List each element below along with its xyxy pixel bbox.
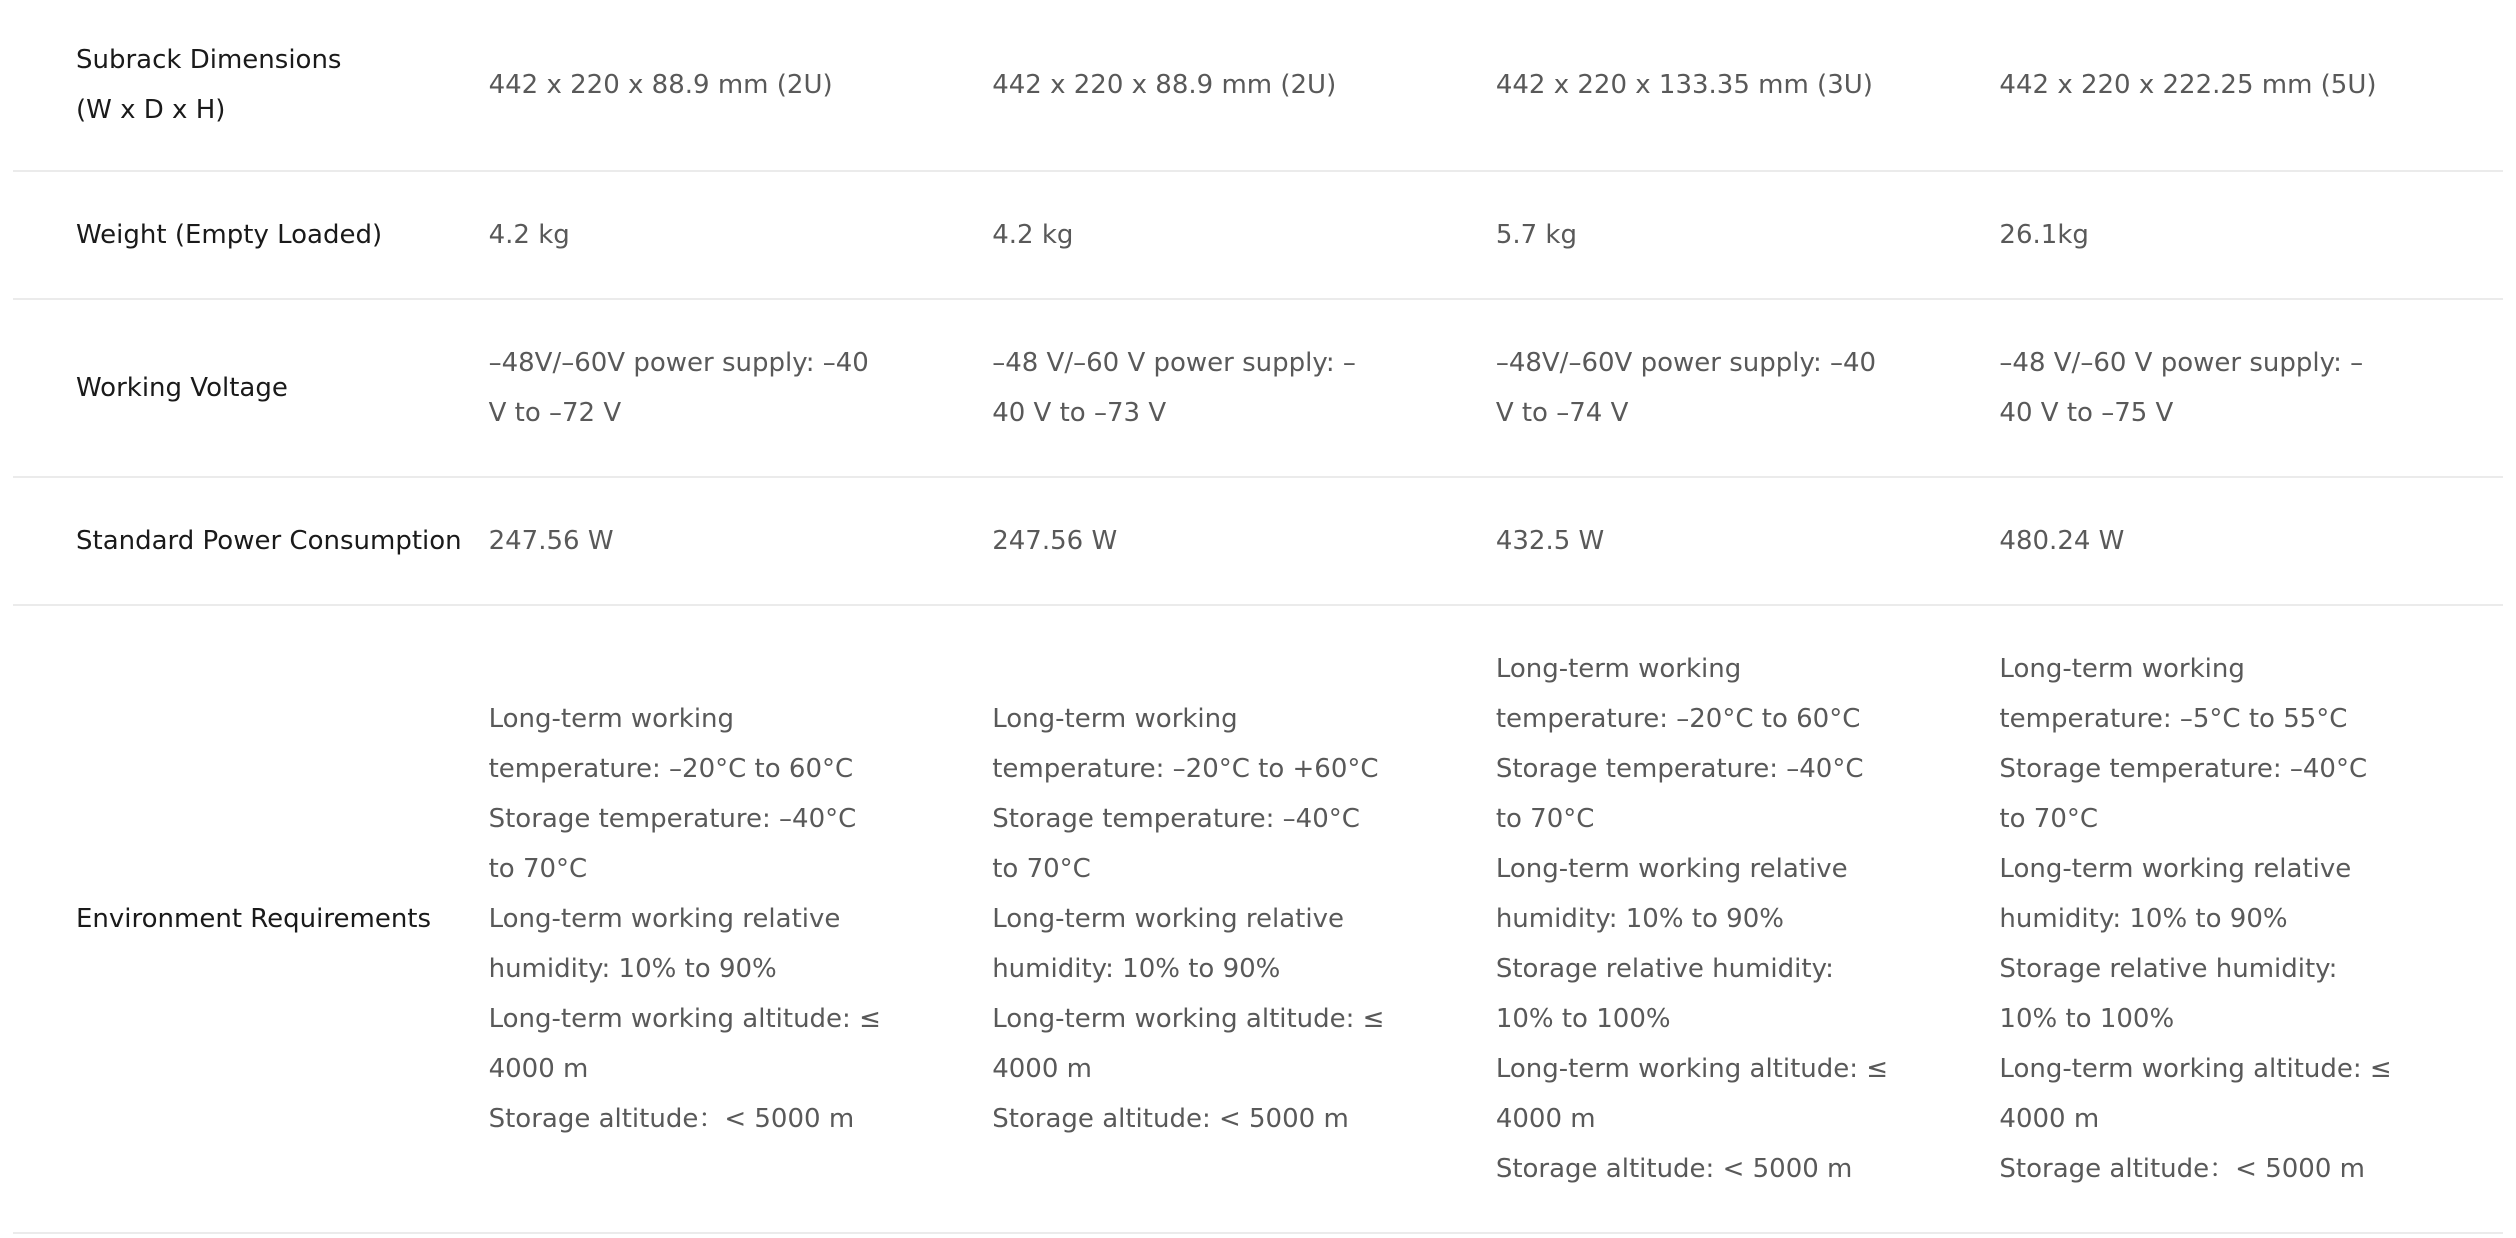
value-line: Long-term working relative humidity: 10% to 90% [1999,854,2352,934]
table-row-environment-requirements [13,606,2503,1234]
row-label-line: Standard Power Consumption [76,526,462,556]
value-line: 442 x 220 x 88.9 mm (2U) [992,70,1337,100]
value-line: Long-term working temperature: –20°C to +60°C [992,704,1379,784]
row-label-line: Environment Requirements [76,904,432,934]
value-line: Long-term working temperature: –5°C to 55°C [1999,654,2348,734]
value-line: Storage altitude: < 5000 m [992,1104,1349,1134]
value-line: 442 x 220 x 88.9 mm (2U) [488,70,833,100]
value-cell [489,60,993,110]
value-cell [992,516,1496,566]
value-line: –48 V/–60 V power supply: –40 V to –75 V [1999,348,2364,428]
table-row-power-consumption [13,478,2503,606]
row-label-line: Subrack Dimensions [76,45,342,75]
spec-table [13,0,2503,1234]
value-line: 5.7 kg [1495,220,1577,250]
value-line: Storage relative humidity: 10% to 100% [1495,954,1834,1034]
value-line: –48V/–60V power supply: –40 V to –74 V [1495,348,1877,428]
value-cell [992,210,1496,260]
value-cell [489,694,993,1144]
value-cell [1999,644,2503,1194]
value-cell [1496,516,2000,566]
value-line: 247.56 W [992,526,1118,556]
row-label [13,35,489,135]
value-cell [489,338,993,438]
value-cell [1999,516,2503,566]
value-cell [992,694,1496,1144]
value-line: Long-term working altitude: ≤ 4000 m [992,1004,1385,1084]
table-row-working-voltage [13,300,2503,478]
row-label [13,210,489,260]
value-cell [1496,338,2000,438]
table-row-subrack-dimensions [13,0,2503,172]
value-line: Storage relative humidity: 10% to 100% [1999,954,2338,1034]
value-line: Long-term working relative humidity: 10% to 90% [1495,854,1848,934]
value-line: 26.1kg [1999,220,2089,250]
value-cell [1999,338,2503,438]
value-line: 432.5 W [1495,526,1605,556]
value-line: Storage altitude: < 5000 m [1495,1154,1853,1184]
value-line: 4.2 kg [992,220,1074,250]
value-cell [489,210,993,260]
value-line: 442 x 220 x 222.25 mm (5U) [1999,70,2377,100]
value-cell [489,516,993,566]
row-label-line: Weight (Empty Loaded) [76,220,383,250]
value-line: 442 x 220 x 133.35 mm (3U) [1495,70,1873,100]
value-line: Long-term working temperature: –20°C to 60°C [488,704,854,784]
value-line: 4.2 kg [488,220,570,250]
value-line: Long-term working relative humidity: 10% to 90% [488,904,841,984]
value-cell [1999,60,2503,110]
row-label [13,363,489,413]
value-cell [1496,210,2000,260]
value-cell [1999,210,2503,260]
value-line: Long-term working altitude: ≤ 4000 m [488,1004,881,1084]
value-line: Long-term working relative humidity: 10% to 90% [992,904,1344,984]
row-label-line: (W x D x H) [76,95,226,125]
value-line: Storage altitude：< 5000 m [488,1104,855,1134]
value-line: Storage altitude：< 5000 m [1999,1154,2365,1184]
value-line: Long-term working temperature: –20°C to 60°C [1495,654,1861,734]
row-label [13,516,489,566]
table-row-weight [13,172,2503,300]
value-cell [1496,644,2000,1194]
value-line: Long-term working altitude: ≤ 4000 m [1999,1054,2392,1134]
value-line: Storage temperature: –40°C to 70°C [992,804,1360,884]
value-line: –48V/–60V power supply: –40 V to –72 V [488,348,869,428]
value-cell [1496,60,2000,110]
row-label [13,894,489,944]
value-line: Storage temperature: –40°C to 70°C [1999,754,2368,834]
value-line: 247.56 W [488,526,614,556]
value-line: –48 V/–60 V power supply: –40 V to –73 V [992,348,1356,428]
value-line: Storage temperature: –40°C to 70°C [488,804,857,884]
value-line: 480.24 W [1999,526,2125,556]
value-line: Storage temperature: –40°C to 70°C [1495,754,1864,834]
row-label-line: Working Voltage [76,373,288,403]
value-cell [992,338,1496,438]
value-line: Long-term working altitude: ≤ 4000 m [1495,1054,1889,1134]
value-cell [992,60,1496,110]
